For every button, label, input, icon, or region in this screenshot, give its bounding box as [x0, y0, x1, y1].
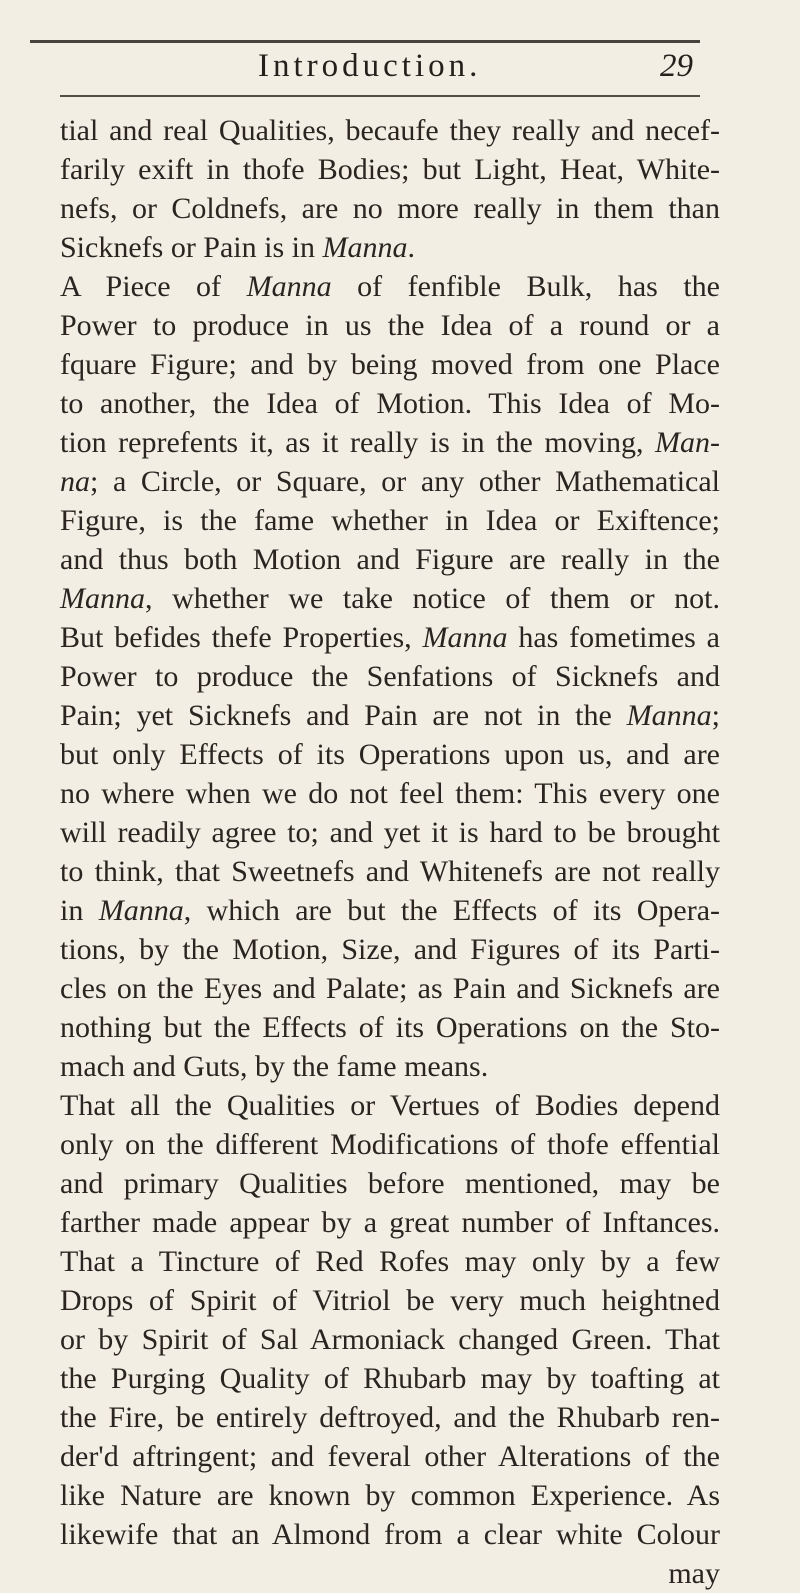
- body-text: [60, 111, 720, 1593]
- text-line: A Piece of Manna of fenfible Bulk, has the: [60, 270, 721, 303]
- text-line: nefs, or Coldnefs, are no more really in them than: [60, 192, 720, 225]
- text-line: tions, by the Motion, Size, and Figures of its Parti-: [60, 933, 720, 966]
- text-line: the Purging Quality of Rhubarb may by toafting at: [60, 1362, 720, 1395]
- text-line: na; a Circle, or Square, or any other Mathematical: [60, 465, 720, 498]
- text-line: likewife that an Almond from a clear white Colour: [60, 1518, 720, 1551]
- top-border-rule: [30, 40, 700, 43]
- text-line: but only Effects of its Operations upon us, and are: [60, 738, 720, 771]
- text-line: mach and Guts, by the fame means.: [60, 1050, 489, 1083]
- text-line: farther made appear by a great number of Inftances.: [60, 1206, 720, 1239]
- page-number: 29: [660, 48, 693, 84]
- text-line: in Manna, which are but the Effects of its Opera-: [60, 894, 721, 927]
- catchword: may: [668, 1557, 720, 1590]
- text-line: Power to produce in us the Idea of a round or a: [60, 309, 720, 342]
- text-line: Drops of Spirit of Vitriol be very much heightned: [60, 1284, 720, 1317]
- text-line: But befides thefe Properties, Manna has fometimes a: [60, 621, 720, 654]
- header-rule: [60, 95, 700, 97]
- text-line: fquare Figure; and by being moved from one Place: [60, 348, 720, 381]
- text-line: Figure, is the fame whether in Idea or Exiftence;: [60, 504, 720, 537]
- text-line: Sicknefs or Pain is in Manna.: [60, 231, 415, 264]
- text-line: or by Spirit of Sal Armoniack changed Green. That: [60, 1323, 720, 1356]
- text-line: Power to produce the Senfations of Sicknefs and: [60, 660, 720, 693]
- text-line: farily exift in thofe Bodies; but Light, Heat, White-: [60, 153, 720, 186]
- text-line: Manna, whether we take notice of them or not.: [60, 582, 720, 615]
- text-line: will readily agree to; and yet it is hard to be brought: [60, 816, 720, 849]
- text-line: like Nature are known by common Experience. As: [60, 1479, 720, 1512]
- text-line: That all the Qualities or Vertues of Bodies depend: [60, 1089, 720, 1122]
- text-line: tion reprefents it, as it really is in the moving, Man-: [60, 426, 720, 459]
- text-line: cles on the Eyes and Palate; as Pain and Sicknefs are: [60, 972, 720, 1005]
- text-line: to another, the Idea of Motion. This Idea of Mo-: [60, 387, 720, 420]
- running-head: Introduction.: [258, 48, 482, 84]
- text-line: the Fire, be entirely deftroyed, and the Rhubarb ren-: [60, 1401, 720, 1434]
- text-line: tial and real Qualities, becaufe they really and necef-: [60, 114, 720, 147]
- text-line: That a Tincture of Red Rofes may only by a few: [60, 1245, 720, 1278]
- text-line: and thus both Motion and Figure are really in the: [60, 543, 720, 576]
- text-line: and primary Qualities before mentioned, may be: [60, 1167, 720, 1200]
- text-line: only on the different Modifications of thofe effential: [60, 1128, 720, 1161]
- text-line: nothing but the Effects of its Operations on the Sto-: [60, 1011, 720, 1044]
- text-line: to think, that Sweetnefs and Whitenefs are not really: [60, 855, 720, 888]
- text-line: no where when we do not feel them: This every one: [60, 777, 720, 810]
- text-line: der'd aftringent; and feveral other Alterations of the: [60, 1440, 720, 1473]
- text-line: Pain; yet Sicknefs and Pain are not in the Manna;: [60, 699, 720, 732]
